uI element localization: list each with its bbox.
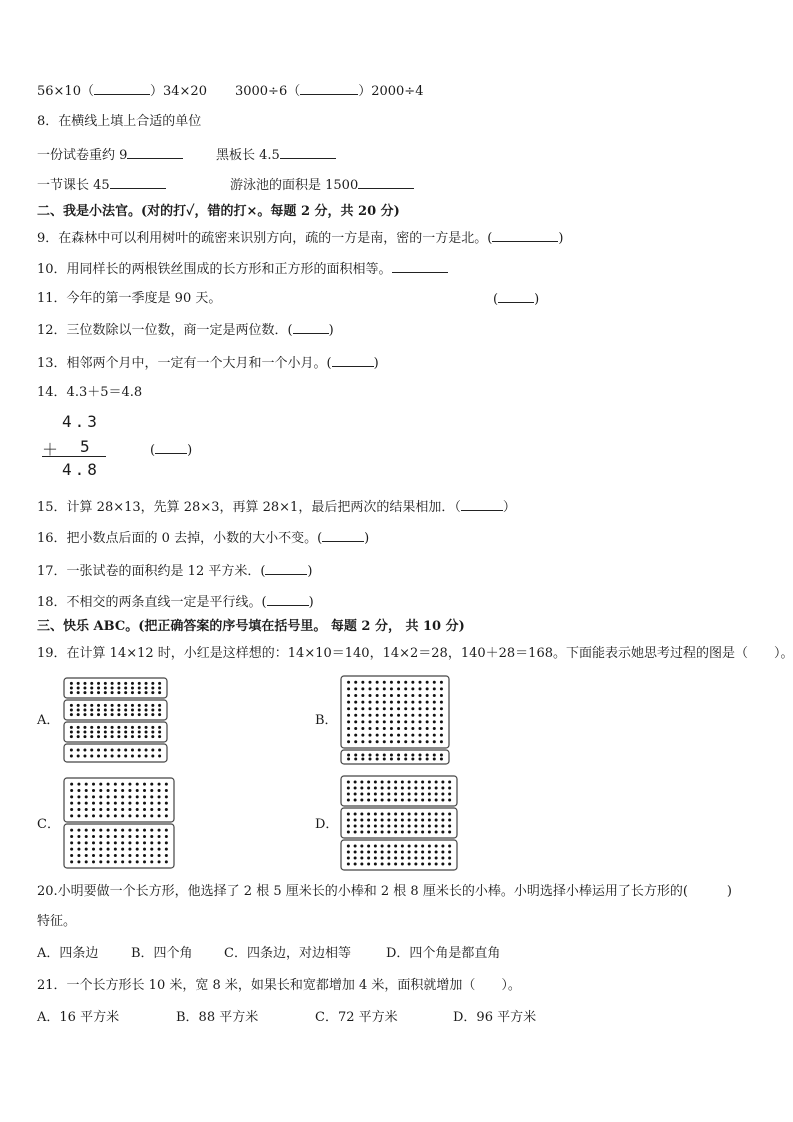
q11-blank[interactable] — [498, 290, 534, 303]
q16: 16．把小数点后面的 0 去掉，小数的大小不变。( ) — [37, 531, 370, 546]
q19-figure-a — [64, 678, 170, 764]
q14-answer: ( ) — [150, 443, 193, 458]
q9-blank[interactable] — [492, 229, 558, 242]
q14-top: 4.3 — [62, 412, 100, 431]
q8-item-4: 游泳池的面积是 1500 — [230, 176, 414, 195]
q13: 13．相邻两个月中，一定有一个大月和一个小月。( ) — [37, 356, 379, 371]
q11-answer: ( ) — [493, 292, 540, 307]
dot-block — [64, 700, 167, 720]
q12: 12．三位数除以一位数，商一定是两位数．( ) — [37, 323, 334, 338]
dot-block — [64, 778, 174, 822]
q21-option-d[interactable]: D．96 平方米 — [453, 1010, 537, 1025]
q14: 14．4.3＋5＝4.8 — [37, 385, 143, 400]
q7-d: ）2000÷4 — [358, 84, 424, 99]
q15: 15．计算 28×13，先算 28×3，再算 28×1，最后把两次的结果相加．（ ） — [37, 500, 516, 515]
q14-rule — [42, 456, 106, 457]
q7-a: 56×10（ — [37, 84, 94, 99]
q14-op: ＋ — [42, 440, 62, 459]
q18: 18．不相交的两条直线一定是平行线。( ) — [37, 595, 314, 610]
q17-blank[interactable] — [265, 562, 307, 575]
q8-blank-2[interactable] — [280, 146, 336, 159]
dot-block — [64, 678, 167, 698]
q16-blank[interactable] — [322, 529, 364, 542]
section3-title: 三、快乐 ABC。(把正确答案的序号填在括号里。 每题 2 分， 共 10 分) — [37, 619, 465, 634]
q8-item-2: 黑板长 4.5 — [216, 146, 336, 165]
q7-b: ）34×20 — [149, 84, 207, 99]
dot-block — [341, 776, 457, 806]
q8-blank-1[interactable] — [127, 146, 183, 159]
q8-blank-3[interactable] — [110, 176, 166, 189]
q8-item-1: 一份试卷重约 9 — [37, 146, 183, 165]
q13-blank[interactable] — [332, 354, 374, 367]
q19-figure-d — [341, 776, 461, 872]
dot-block — [341, 676, 449, 748]
q7-blank-1[interactable] — [94, 82, 150, 95]
q19-option-b[interactable]: B． — [315, 713, 338, 728]
section2-title: 二、我是小法官。(对的打✓，错的打×。每题 2 分，共 20 分) — [37, 204, 400, 219]
q8-title: 8．在横线上填上合适的单位 — [37, 114, 202, 129]
q19-figure-c — [64, 778, 176, 870]
q21: 21．一个长方形长 10 米，宽 8 米，如果长和宽都增加 4 米，面积就增加（ ）。 — [37, 978, 521, 993]
dot-block — [64, 824, 174, 868]
q20-line1: 20.小明要做一个长方形，他选择了 2 根 5 厘米长的小棒和 2 根 8 厘米长的小棒。小明选择小棒运用了长方形的( ) — [37, 884, 732, 899]
q19-option-c[interactable]: C． — [37, 817, 60, 832]
q21-option-a[interactable]: A．16 平方米 — [37, 1010, 120, 1025]
q9: 9．在森林中可以利用树叶的疏密来识别方向，疏的一方是南，密的一方是北。( ) — [37, 231, 564, 246]
dot-block — [341, 808, 457, 838]
q7-c: 3000÷6（ — [234, 84, 301, 99]
q10: 10．用同样长的两根铁丝围成的长方形和正方形的面积相等。 — [37, 260, 448, 279]
q20-line2: 特征。 — [37, 914, 77, 929]
dot-block — [341, 840, 457, 870]
dot-block — [341, 750, 449, 764]
q20-option-d[interactable]: D．四个角是都直角 — [386, 946, 501, 961]
q12-blank[interactable] — [293, 321, 329, 334]
q20-option-c[interactable]: C．四条边，对边相等 — [224, 946, 351, 961]
q20-option-b[interactable]: B．四个角 — [131, 946, 193, 961]
q19-option-a[interactable]: A． — [37, 713, 60, 728]
q7-line — [37, 82, 423, 101]
q20-option-a[interactable]: A．四条边 — [37, 946, 99, 961]
q10-blank[interactable] — [392, 260, 448, 273]
q21-option-b[interactable]: B．88 平方米 — [176, 1010, 259, 1025]
q18-blank[interactable] — [267, 593, 309, 606]
q15-blank[interactable] — [461, 498, 503, 511]
dot-block — [64, 744, 167, 762]
q8-blank-4[interactable] — [358, 176, 414, 189]
q14-blank[interactable] — [155, 441, 187, 454]
q14-mid: 5 — [80, 437, 93, 456]
q11: 11．今年的第一季度是 90 天。 — [37, 291, 222, 306]
q17: 17．一张试卷的面积约是 12 平方米．( ) — [37, 564, 313, 579]
dot-block — [64, 722, 167, 742]
q21-option-c[interactable]: C．72 平方米 — [315, 1010, 398, 1025]
q8-item-3: 一节课长 45 — [37, 176, 166, 195]
q7-blank-2[interactable] — [300, 82, 358, 95]
q19: 19．在计算 14×12 时，小红是这样想的：14×10＝140，14×2＝28，140＋28＝168。下面能表示她思考过程的图是（ ）。 — [37, 646, 793, 661]
q14-bottom: 4.8 — [62, 460, 100, 479]
q19-figure-b — [341, 676, 453, 766]
q19-option-d[interactable]: D． — [315, 817, 339, 832]
